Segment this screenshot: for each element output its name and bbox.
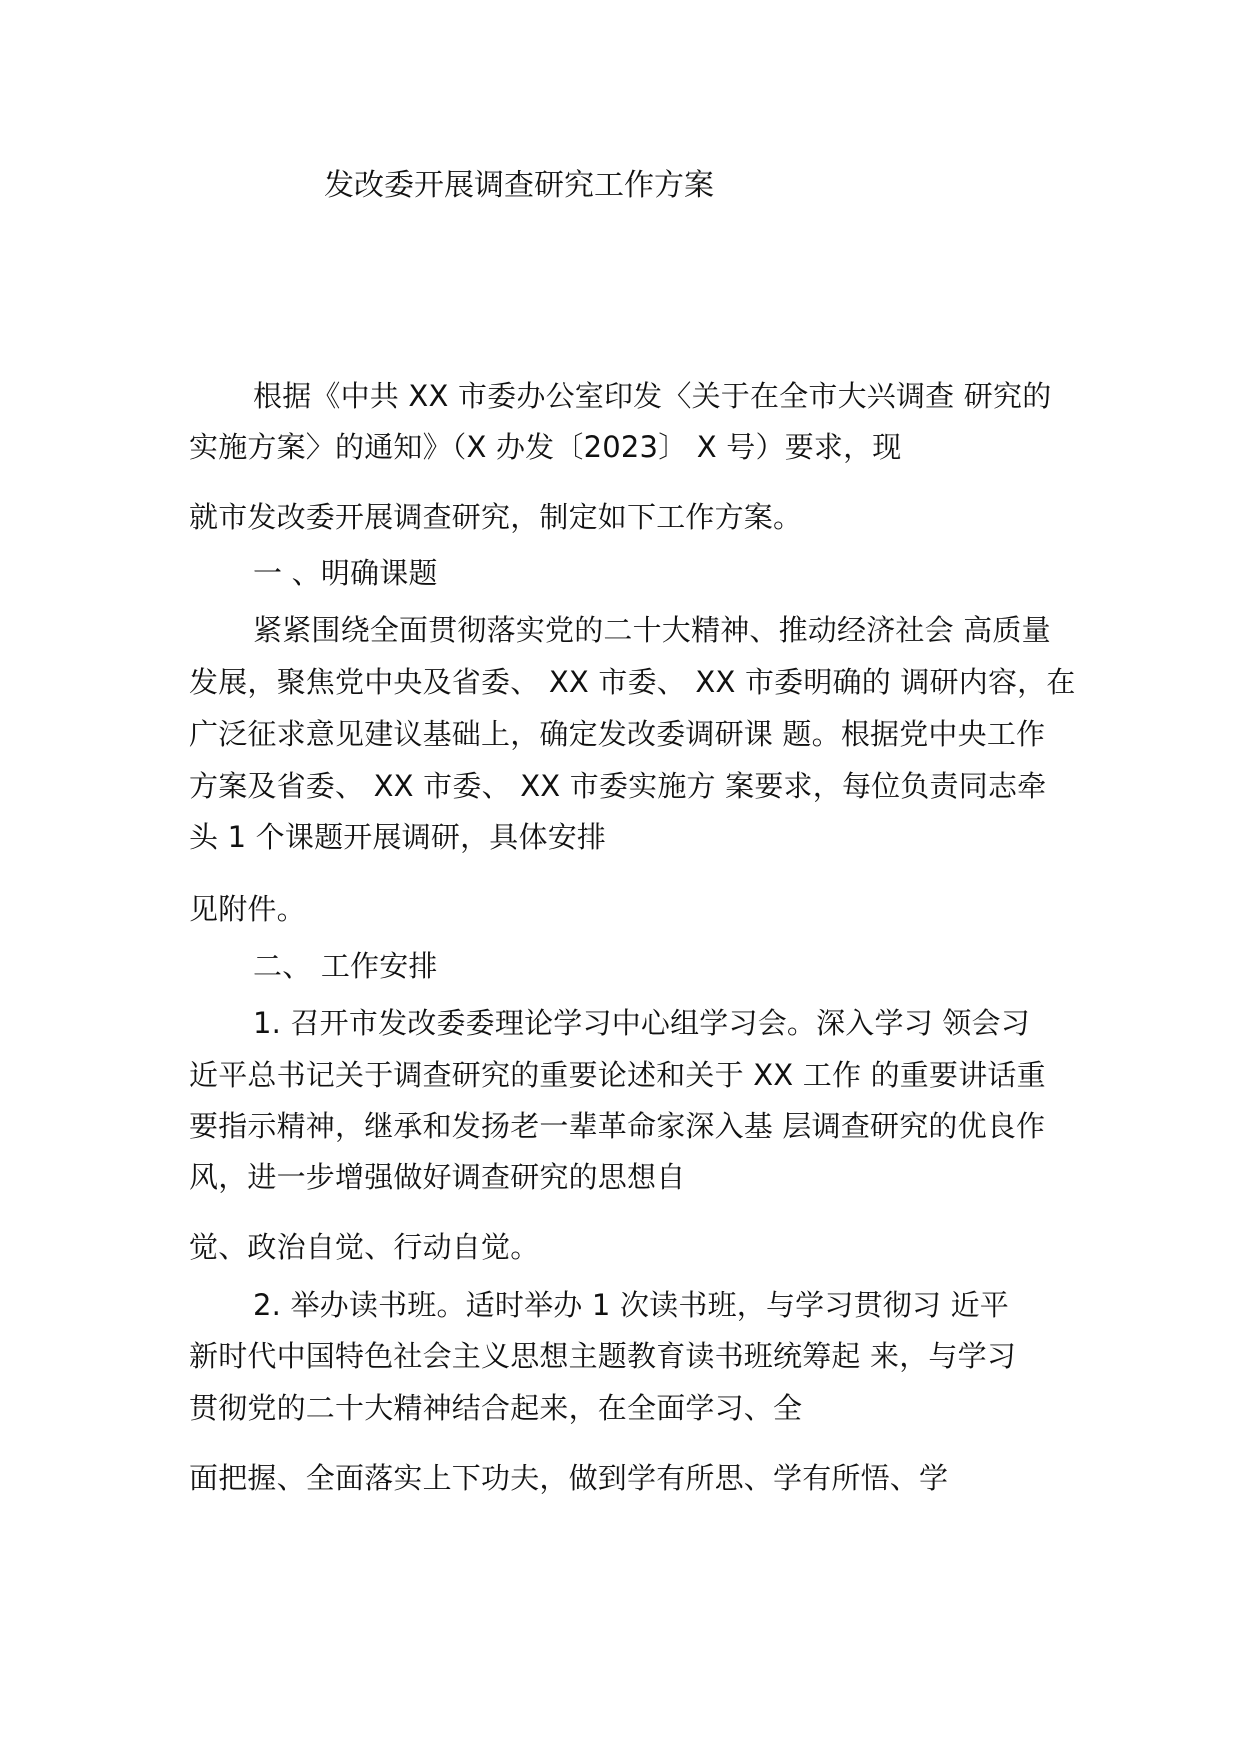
paragraph-line: 方案及省委、 XX 市委、 XX 市委实施方 案要求，每位负责同志牵 — [189, 769, 1047, 803]
paragraph-line: 1. 召开市发改委委理论学习中心组学习会。深入学习 领会习 — [253, 1006, 1030, 1040]
paragraph-line: 实施方案〉的通知》（X 办发〔2023〕 X 号）要求，现 — [189, 430, 902, 464]
section-heading: 一 、明确课题 — [253, 556, 438, 590]
section-heading: 二、 工作安排 — [253, 949, 438, 983]
paragraph-line: 2. 举办读书班。适时举办 1 次读书班，与学习贯彻习 近平 — [253, 1288, 1009, 1322]
document-title: 发改委开展调查研究工作方案 — [324, 168, 714, 203]
paragraph-line: 见附件。 — [189, 892, 306, 926]
paragraph-line: 紧紧围绕全面贯彻落实党的二十大精神、推动经济社会 高质量 — [253, 613, 1051, 647]
paragraph-line: 觉、政治自觉、行动自觉。 — [189, 1230, 540, 1264]
paragraph-line: 就市发改委开展调查研究，制定如下工作方案。 — [189, 500, 803, 534]
paragraph-line: 根据《中共 XX 市委办公室印发〈关于在全市大兴调查 研究的 — [253, 379, 1052, 413]
paragraph-line: 广泛征求意见建议基础上，确定发改委调研课 题。根据党中央工作 — [189, 717, 1046, 751]
paragraph-line: 面把握、全面落实上下功夫，做到学有所思、学有所悟、学 — [189, 1461, 949, 1495]
paragraph-line: 贯彻党的二十大精神结合起来，在全面学习、全 — [189, 1391, 803, 1425]
paragraph-line: 近平总书记关于调查研究的重要论述和关于 XX 工作 的重要讲话重 — [189, 1058, 1046, 1092]
paragraph-line: 风，进一步增强做好调查研究的思想自 — [189, 1160, 686, 1194]
paragraph-line: 发展，聚焦党中央及省委、 XX 市委、 XX 市委明确的 调研内容，在 — [189, 665, 1076, 699]
paragraph-line: 头 1 个课题开展调研，具体安排 — [189, 820, 607, 854]
paragraph-line: 新时代中国特色社会主义思想主题教育读书班统筹起 来，与学习 — [189, 1339, 1017, 1373]
paragraph-line: 要指示精神，继承和发扬老一辈革命家深入基 层调查研究的优良作 — [189, 1109, 1046, 1143]
